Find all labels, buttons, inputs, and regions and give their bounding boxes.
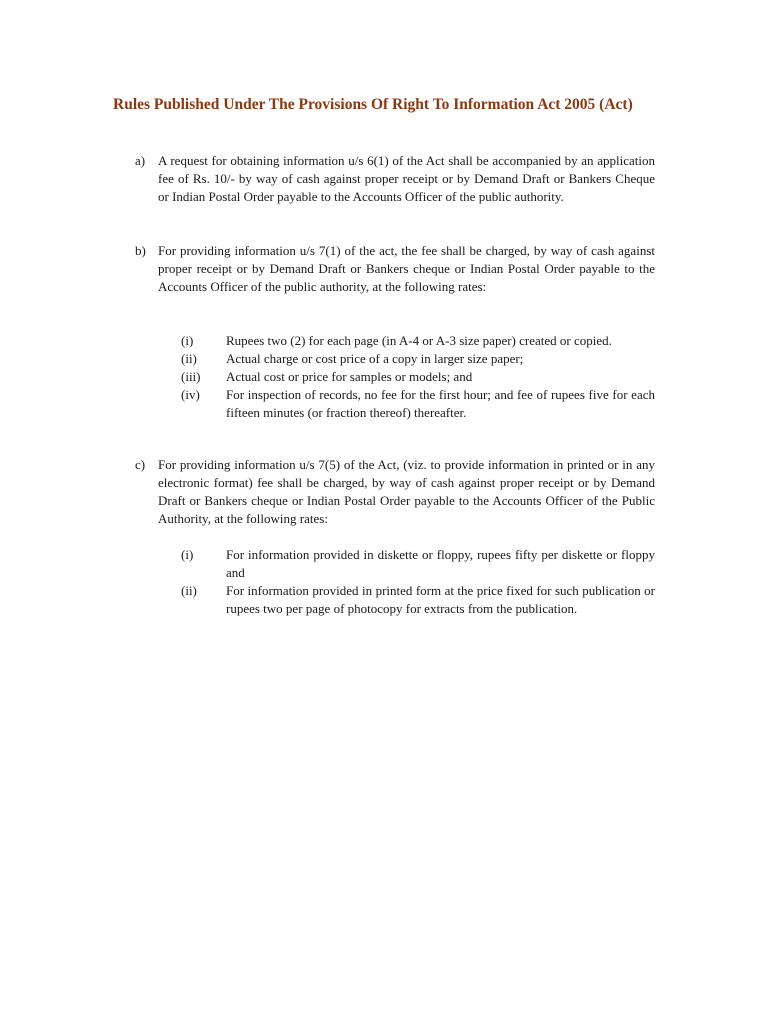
subitem-text: Rupees two (2) for each page (in A-4 or A-3 size paper) created or copied. <box>226 333 612 348</box>
subitem-text: For information provided in printed form at the price fixed for such publication or rupees two per page of photocopy for extracts from the publication. <box>226 583 655 616</box>
list-item <box>181 350 655 368</box>
list-item <box>181 582 655 618</box>
list-item <box>181 386 655 422</box>
item-label: c) <box>135 457 146 472</box>
rule-b-rates-list <box>181 332 655 422</box>
rule-item-a <box>135 152 655 206</box>
subitem-text: Actual charge or cost price of a copy in larger size paper; <box>226 351 524 366</box>
subitem-text: For information provided in diskette or floppy, rupees fifty per diskette or floppy and <box>226 547 655 580</box>
list-item <box>181 368 655 386</box>
rule-item-b <box>135 242 655 296</box>
item-label: a) <box>135 153 146 168</box>
subitem-text: For inspection of records, no fee for the first hour; and fee of rupees five for each fifteen minutes (or fraction thereof) thereafter. <box>226 387 655 420</box>
rule-c-rates-list <box>181 546 655 618</box>
list-item <box>181 332 655 350</box>
item-text: For providing information u/s 7(1) of the act, the fee shall be charged, by way of cash against proper receipt or by Demand Draft or Bankers cheque or Indian Postal Order payable to the Accounts Officer of the public authority, at the following rates: <box>158 243 655 294</box>
rule-item-c <box>135 456 655 528</box>
item-text: For providing information u/s 7(5) of the Act, (viz. to provide information in printed or in any electronic format) fee shall be charged, by way of cash against proper receipt or by Demand Draft or Bankers cheque or Indian Postal Order payable to the Accounts Officer of the Public Authority, at the following rates: <box>158 457 655 526</box>
list-item <box>181 546 655 582</box>
subitem-label: (iii) <box>181 369 201 384</box>
subitem-label: (iv) <box>181 387 200 402</box>
item-text: A request for obtaining information u/s 6(1) of the Act shall be accompanied by an application fee of Rs. 10/- by way of cash against proper receipt or by Demand Draft or Bankers Cheque or Indian Postal Order payable to the Accounts Officer of the public authority. <box>158 153 655 204</box>
subitem-label: (i) <box>181 333 194 348</box>
item-label: b) <box>135 243 146 258</box>
subitem-label: (ii) <box>181 583 197 598</box>
subitem-label: (ii) <box>181 351 197 366</box>
subitem-label: (i) <box>181 547 194 562</box>
subitem-text: Actual cost or price for samples or models; and <box>226 369 473 384</box>
document-title: Rules Published Under The Provisions Of Right To Information Act 2005 (Act) <box>113 96 633 113</box>
